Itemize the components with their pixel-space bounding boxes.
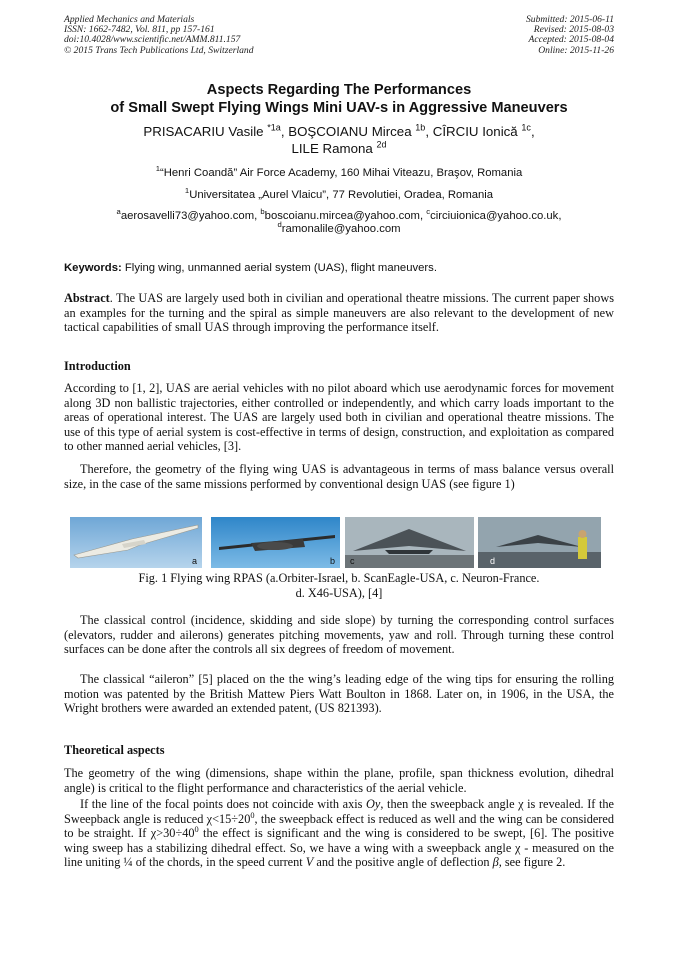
abstract [64, 291, 614, 335]
scaneagle-drawing [211, 517, 340, 568]
theory-p2-b: , then the sweepback angle χ is revealed. If the Sweepback angle is reduced χ<15÷20 [64, 797, 614, 826]
paper-title [40, 81, 638, 117]
email-b-sup: b [260, 207, 265, 217]
figure-letter-a: a [191, 556, 197, 566]
keywords-label: Keywords: [64, 262, 122, 274]
date-accepted: Accepted: 2015-08-04 [528, 34, 614, 46]
theory-p2-d: the effect is significant and the wing is considered to be swept, [6]. The positive wing sweep has a stabilizing dihedral effect. So, we have a wing with a sweepback angle χ - measured on the line uniting ¼ of the chords, in the speed current [64, 826, 614, 870]
orbiter-drawing [70, 517, 202, 568]
theory-p2-e: and the positive angle of deflection [313, 855, 493, 870]
email-line-1 [40, 207, 638, 223]
figure-letter-b: b [329, 556, 335, 566]
control-paragraph-2: The classical “aileron” [5] placed on the the wing’s leading edge of the wing tips for ensuring the rolling motion was patented by the British Mattew Piers Watt Boulton in 1868. Later on, in 1906, in the USA, the Wright brothers were awarded an extended patent, (US 821393). [64, 672, 614, 716]
date-submitted: Submitted: 2015-06-11 [525, 14, 614, 25]
affiliation-1 [40, 164, 638, 180]
caption-line-1: Fig. 1 Flying wing RPAS (a.Orbiter-Israel, b. ScanEagle-USA, c. Neuron-France. [138, 571, 540, 585]
journal-info [64, 15, 254, 56]
affiliation-1-sup: 1 [155, 164, 160, 174]
control-paragraph-1: The classical control (incidence, skidding and side slope) by turning the corresponding control surfaces (elevators, rudder and ailerons) generates pitching movements, yaw and roll. Through turning these control surfaces can be done after the controls all six degrees of freedom of movement. [64, 613, 614, 657]
theory-heading: Theoretical aspects [64, 743, 165, 757]
author-3: , CÎRCIU Ionică [425, 124, 522, 139]
introduction-heading: Introduction [64, 359, 131, 373]
caption-line-2: d. X46-USA), [4] [295, 585, 383, 600]
intro-paragraph-1: According to [1, 2], UAS are aerial vehicles with no pilot aboard which use aerodynamic forces for movement along 3D non ballistic trajectories, either controlled or independently, and which carry loads important to the areas of operational interest. The UAS are largely used both in civilian and operational theatre missions. The use of this type of aerial system is cost-effective in terms of design, construction, and exploitation as compared to other manned aerial vehicles, [3]. [64, 381, 614, 454]
email-c: circiuionica@yahoo.co.uk, [430, 210, 562, 222]
email-d: ramonalile@yahoo.com [281, 223, 401, 235]
author-list [40, 123, 638, 157]
theory-p2-beta: β, [492, 855, 502, 870]
email-line-2 [40, 220, 638, 236]
title-line-1: Aspects Regarding The Performances [206, 82, 472, 98]
theory-p2-oy: Oy [366, 797, 381, 811]
affiliation-1-text: “Henri Coandă” Air Force Academy, 160 Mihai Viteazu, Braşov, Romania [159, 167, 523, 179]
author-2: , BOŞCOIANU Mircea [280, 124, 416, 139]
figure-photo-scaneagle [211, 517, 340, 568]
email-a-sup: a [116, 207, 121, 217]
journal-copyright: © 2015 Trans Tech Publications Ltd, Switzerland [64, 44, 254, 56]
theory-p2-c: , the sweepback effect is reduced as well and the wing can be considered to be straight. If χ>30÷40 [64, 811, 614, 841]
author-3-sup: 1c [521, 122, 531, 133]
author-3-end: , [530, 124, 535, 139]
author-2-sup: 1b [415, 122, 426, 133]
date-online: Online: 2015-11-26 [538, 44, 614, 56]
theory-p2-a: If the line of the focal points does not coincide with axis [80, 797, 367, 811]
theory-paragraph-1: The geometry of the wing (dimensions, shape within the plane, profile, span thickness evolution, dihedral angle) is critical to the flight performance and characteristics of the aerial vehicle. [64, 766, 614, 795]
figure-1-caption [64, 571, 614, 600]
figure-photo-neuron [345, 517, 474, 568]
theory-p2-sup2: 0 [194, 825, 199, 835]
author-4: LILE Ramona [291, 141, 377, 156]
affiliation-2-sup: 1 [184, 186, 190, 196]
theory-p2-sup1: 0 [250, 810, 255, 820]
keywords-text: Flying wing, unmanned aerial system (UAS), flight maneuvers. [121, 262, 437, 274]
theory-paragraph-2 [64, 797, 614, 870]
figure-letter-c: c [350, 556, 355, 566]
journal-issn: ISSN: 1662-7482, Vol. 811, pp 157-161 [64, 24, 215, 36]
intro-paragraph-2: Therefore, the geometry of the flying wing UAS is advantageous in terms of mass balance versus overall size, in the case of the same missions performed by conventional design UAS (see figure 1) [64, 462, 614, 491]
author-line-2 [40, 140, 638, 157]
theory-p2-f: see figure 2. [501, 855, 566, 870]
author-1: PRISACARIU Vasile [143, 124, 268, 139]
title-line-2: of Small Swept Flying Wings Mini UAV-s in Aggressive Maneuvers [110, 100, 568, 116]
email-d-sup: d [277, 220, 282, 230]
author-4-sup: 2d [376, 139, 387, 150]
journal-doi: doi:10.4028/www.scientific.net/AMM.811.157 [64, 34, 241, 46]
keywords [64, 261, 614, 276]
journal-name: Applied Mechanics and Materials [64, 14, 195, 25]
dates-info [526, 15, 614, 56]
email-b: boscoianu.mircea@yahoo.com, [264, 210, 427, 222]
figure-photo-x46 [478, 517, 601, 568]
email-c-sup: c [426, 207, 431, 217]
author-line-1 [40, 123, 638, 140]
figure-letter-d: d [490, 556, 496, 566]
affiliation-2-text: Universitatea „Aurel Vlaicu”, 77 Revolutiei, Oradea, Romania [189, 189, 494, 201]
neuron-drawing [345, 517, 474, 568]
theory-p2-v: V [305, 855, 314, 870]
affiliation-2 [40, 186, 638, 202]
email-a: aerosavelli73@yahoo.com, [120, 210, 261, 222]
date-revised: Revised: 2015-08-03 [533, 24, 614, 36]
x46-drawing [478, 517, 601, 568]
author-1-sup: *1a [267, 122, 281, 133]
abstract-label: Abstract [64, 291, 110, 305]
figure-photo-orbiter [70, 517, 202, 568]
abstract-text: . The UAS are largely used both in civilian and operational theatre missions. The current paper shows an examples for the turning and the spiral as simple maneuvers are also relevant to the development of new tactical capabilities of small UAS through improving the performance itself. [64, 291, 614, 335]
email-list [40, 207, 638, 236]
